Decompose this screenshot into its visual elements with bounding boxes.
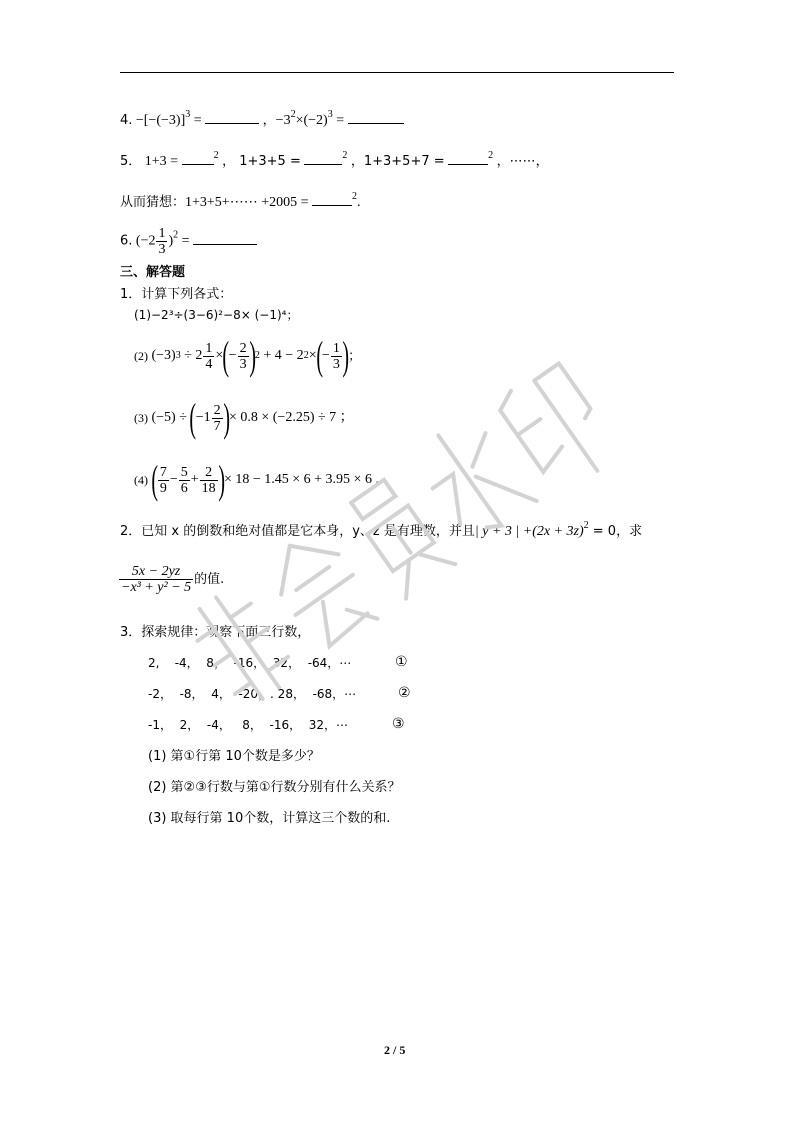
row-2-marker: ② bbox=[398, 685, 411, 701]
header-rule bbox=[120, 72, 674, 73]
q4-number: 4. bbox=[120, 113, 133, 128]
row-3-marker: ③ bbox=[392, 716, 405, 732]
question-4: 4. $-[-(-3)]^3$ = ，$-3^2\times(-2)^3$ = bbox=[120, 110, 404, 128]
row-1-marker: ① bbox=[395, 654, 408, 670]
q4-blank-2[interactable] bbox=[348, 110, 404, 124]
problem-2: 2．已知 x 的倒数和绝对值都是它本身，y、z 是有理数，并且| y + 3 | $+(2x + 3z)^2 = 0$，求 bbox=[120, 520, 643, 539]
problem-3-question-1: (1) 第①行第 10个数是多少？ bbox=[148, 749, 320, 764]
q5-guess: 从而猜想：1+3+5+⋯⋯ +2005 = $^2$. bbox=[120, 191, 361, 210]
q5-number: 5． bbox=[120, 154, 142, 169]
q4-expr1: −[−(−3)] bbox=[135, 113, 186, 128]
problem-3-title: 3．探索规律：观察下面三行数， bbox=[120, 625, 311, 640]
left-paren: ( bbox=[222, 333, 230, 378]
q5-guess-blank[interactable] bbox=[312, 192, 352, 206]
sequence-row-3: -1， 2， -4， 8， -16， 32，⋯ bbox=[148, 718, 349, 732]
q6-blank[interactable] bbox=[193, 231, 257, 245]
page-number: 2 / 5 bbox=[384, 1043, 406, 1057]
q4-expr2: −3 bbox=[275, 113, 291, 128]
section-3-title: 三、解答题 bbox=[120, 265, 186, 280]
sequence-row-2: -2， -8， 4， -20，. 28， -68，⋯ bbox=[148, 687, 357, 701]
right-paren: ) bbox=[248, 333, 256, 378]
sequence-row-1: 2, -4， 8， -16， 32， -64，⋯ bbox=[148, 656, 352, 670]
problem-1-item-3: (3) (−5) ÷ ( −1 $\frac{2}{7}$ ) × 0.8 × (−2.25) ÷ 7 ； bbox=[134, 395, 354, 440]
q5-blank-2[interactable] bbox=[304, 151, 342, 165]
problem-3-question-2: (2) 第②③行数与第①行数分别有什么关系？ bbox=[148, 780, 401, 795]
problem-1-item-4: (4) ( $\frac{7}{9}$ − $\frac{5}{6}$ + $\frac{2}{18}$ ) × 18 − 1.45 × 6 + 3.95 × 6 . bbox=[134, 457, 379, 502]
q4-blank-1[interactable] bbox=[205, 110, 259, 124]
q5-blank-1[interactable] bbox=[182, 151, 214, 165]
question-5: 5． 1+3 = $^2$ ， 1+3+5 = $^2$ ，1+3+5+7 = $^2$ ，⋯⋯， bbox=[120, 150, 549, 169]
q5-blank-3[interactable] bbox=[448, 151, 488, 165]
problem-1-item-2: (2) (−3) 3 ÷ 2 $\frac{1}{4}$ × ( − $\frac{2}{3}$ ) 2 + 4 − 2 2 × ( − $\frac{1}{3}$ ) ； bbox=[134, 333, 362, 378]
problem-3-question-3: (3) 取每行第 10个数，计算这三个数的和. bbox=[148, 811, 391, 826]
problem-1-item-1: (1)−2³÷(3−6)²−8× (−1)⁴； bbox=[134, 308, 299, 322]
problem-1-title: 1．计算下列各式： bbox=[120, 287, 233, 302]
question-6: 6. (−2 $\frac{1}{3}$ )$^2$ = bbox=[120, 226, 257, 257]
problem-2-expression: $\frac{5x - 2yz}{\text{−x³ + y² − 5}}$ 的值. bbox=[121, 564, 225, 595]
